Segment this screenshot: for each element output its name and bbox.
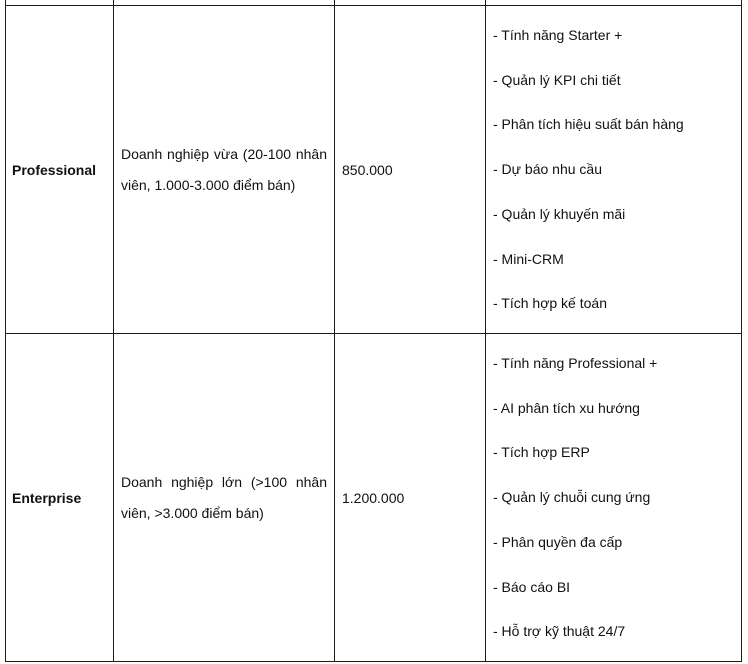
feature-item: - Hỗ trợ kỹ thuật 24/7 xyxy=(493,623,626,640)
feature-item: - Dự báo nhu cầu xyxy=(493,161,602,178)
feature-item: - AI phân tích xu hướng xyxy=(493,399,640,416)
target-description: Doanh nghiệp lớn (>100 nhân viên, >3.000 điểm bán) xyxy=(121,473,327,521)
features-cell xyxy=(486,334,742,662)
feature-item: - Quản lý khuyến mãi xyxy=(493,205,626,222)
table-row-professional xyxy=(6,6,742,334)
pricing-table xyxy=(5,0,742,662)
feature-item: - Tích hợp kế toán xyxy=(493,295,607,312)
price-value: 1.200.000 xyxy=(342,489,405,506)
table-row-enterprise xyxy=(6,334,742,662)
price-cell xyxy=(335,6,486,334)
plan-name: Enterprise xyxy=(12,489,82,506)
price-cell xyxy=(335,334,486,662)
features-cell xyxy=(486,6,742,334)
feature-item: - Tích hợp ERP xyxy=(493,444,590,461)
feature-item: - Quản lý KPI chi tiết xyxy=(493,71,621,88)
feature-item: - Phân quyền đa cấp xyxy=(493,533,623,550)
feature-item: - Tính năng Starter + xyxy=(493,27,623,44)
plan-cell xyxy=(6,6,114,334)
target-description: Doanh nghiệp vừa (20-100 nhân viên, 1.000-3.000 điểm bán) xyxy=(121,145,327,193)
feature-item: - Mini-CRM xyxy=(493,250,564,267)
feature-item: - Báo cáo BI xyxy=(493,578,571,595)
features-list xyxy=(486,341,741,654)
plan-name: Professional xyxy=(12,161,97,178)
features-list xyxy=(486,13,741,326)
target-cell xyxy=(114,334,335,662)
plan-cell xyxy=(6,334,114,662)
feature-item: - Tính năng Professional + xyxy=(493,355,658,372)
price-value: 850.000 xyxy=(342,161,393,178)
target-cell xyxy=(114,6,335,334)
feature-item: - Quản lý chuỗi cung ứng xyxy=(493,489,651,506)
feature-item: - Phân tích hiệu suất bán hàng xyxy=(493,116,684,133)
